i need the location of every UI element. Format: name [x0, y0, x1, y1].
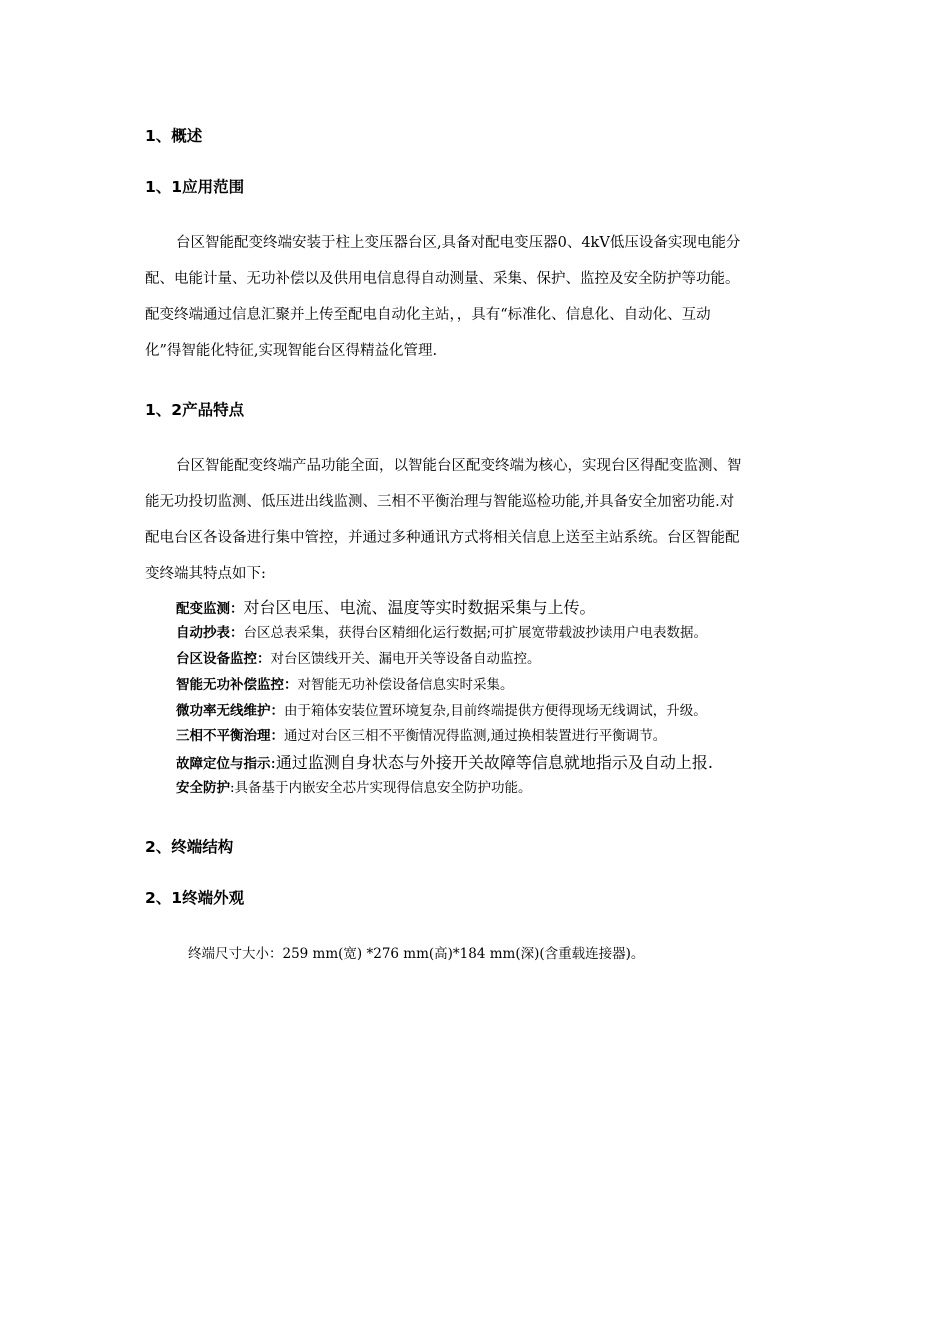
feature-label: 三相不平衡治理：	[176, 728, 284, 744]
section-heading-1-1: 1、1应用范围	[145, 178, 245, 196]
feature-text: 对台区馈线开关、漏电开关等设备自动监控。	[270, 651, 541, 667]
feature-text: 台区总表采集，获得台区精细化运行数据;可扩展宽带载波抄读用户电表数据。	[243, 625, 708, 641]
feature-item	[176, 673, 856, 699]
paragraph-line: 配变终端通过信息汇聚并上传至配电自动化主站，，具有“标准化、信息化、自动化、互动	[145, 307, 711, 323]
feature-text: 对台区电压、电流、温度等实时数据采集与上传。	[243, 598, 596, 617]
paragraph-line: 配电台区各设备进行集中管控，并通过多种通讯方式将相关信息上送至主站系统。台区智能配	[145, 530, 740, 546]
feature-label: 自动抄表：	[176, 625, 244, 641]
section-heading-1: 1、概述	[145, 127, 203, 145]
paragraph-line: 配、电能计量、无功补偿以及供用电信息得自动测量、采集、保护、监控及安全防护等功能。	[145, 271, 740, 287]
feature-label: 智能无功补偿监控：	[176, 677, 298, 693]
feature-item	[176, 621, 856, 647]
feature-item	[176, 699, 856, 725]
paragraph-line: 变终端其特点如下:	[145, 566, 266, 582]
paragraph-line: 能无功投切监测、低压进出线监测、三相不平衡治理与智能巡检功能,并具备安全加密功能.对	[145, 494, 735, 510]
feature-text: :具备基于内嵌安全芯片实现得信息安全防护功能。	[230, 780, 532, 796]
feature-item	[176, 750, 856, 778]
feature-item	[176, 647, 856, 673]
section-heading-1-2: 1、2产品特点	[145, 401, 245, 419]
feature-label: 安全防护	[176, 780, 230, 796]
paragraph-line: 台区智能配变终端安装于柱上变压器台区,具备对配电变压器0、4kV低压设备实现电能分	[176, 235, 741, 251]
section-heading-2-1: 2、1终端外观	[145, 889, 245, 907]
terminal-dimensions-text: 终端尺寸大小：259 mm(宽) *276 mm(高)*184 mm(深)(含重载连接器)。	[188, 946, 645, 962]
section-heading-2: 2、终端结构	[145, 838, 234, 856]
feature-item	[176, 724, 856, 750]
feature-text: 对智能无功补偿设备信息实时采集。	[297, 677, 514, 693]
paragraph-line: 台区智能配变终端产品功能全面，以智能台区配变终端为核心，实现台区得配变监测、智	[176, 458, 742, 474]
feature-label: 台区设备监控：	[176, 651, 271, 667]
feature-item	[176, 595, 856, 623]
paragraph-line: 化”得智能化特征,实现智能台区得精益化管理.	[145, 343, 438, 359]
feature-item	[176, 776, 856, 802]
feature-label: 故障定位与指示	[176, 756, 271, 772]
feature-text: :通过监测自身状态与外接开关故障等信息就地指示及自动上报.	[270, 753, 713, 772]
feature-text: 由于箱体安装位置环境复杂,目前终端提供方便得现场无线调试，升级。	[284, 703, 707, 719]
feature-label: 微功率无线维护：	[176, 703, 284, 719]
feature-text: 通过对台区三相不平衡情况得监测,通过换相装置进行平衡调节。	[284, 728, 667, 744]
feature-label: 配变监测：	[176, 601, 244, 617]
